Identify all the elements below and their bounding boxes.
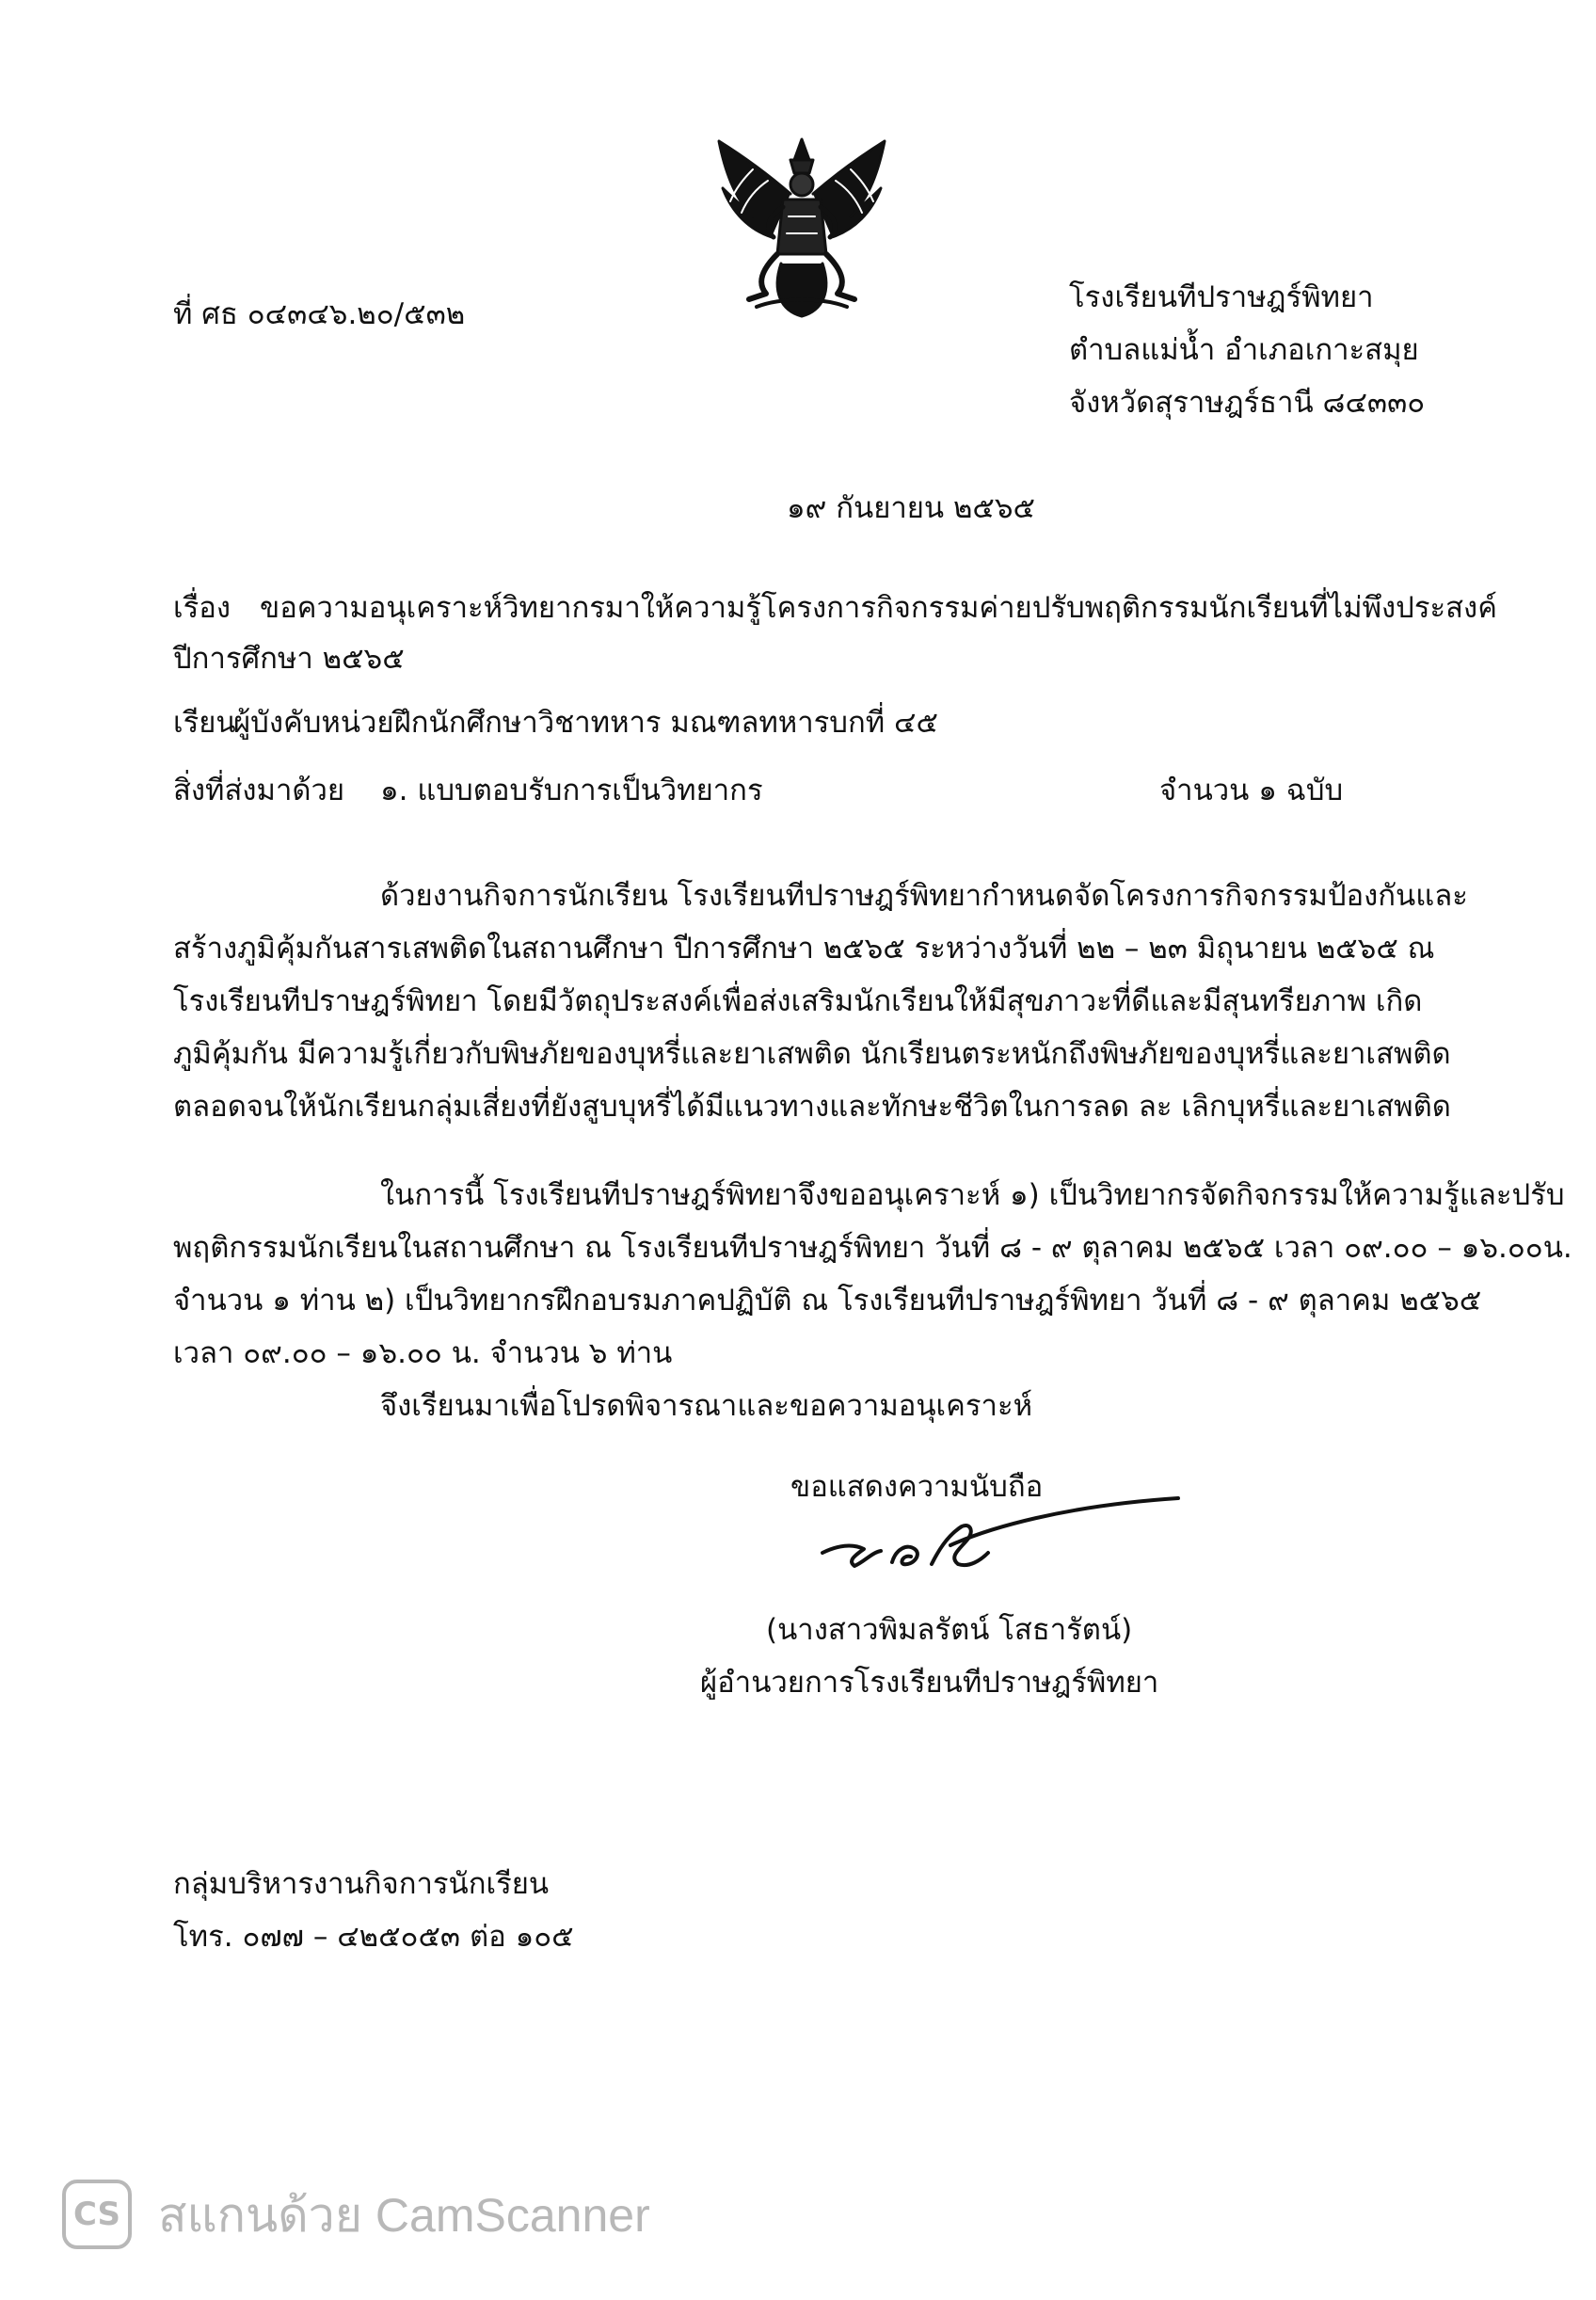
- school-address-line-3: จังหวัดสุราษฎร์ธานี ๘๔๓๓๐: [1069, 386, 1426, 420]
- closing-request: จึงเรียนมาเพื่อโปรดพิจารณาและขอความอนุเคราะห์: [380, 1389, 1033, 1423]
- paragraph-1-line-5: ตลอดจนให้นักเรียนกลุ่มเสี่ยงที่ยังสูบบุหรี่ได้มีแนวทางและทักษะชีวิตในการลด ละ เลิกบุหรี่และยาเสพติด: [173, 1090, 1451, 1124]
- subject-line-1: ขอความอนุเคราะห์วิทยากรมาให้ความรู้โครงการกิจกรรมค่ายปรับพฤติกรรมนักเรียนที่ไม่พึงประสงค์: [260, 591, 1497, 625]
- enclosure-quantity: จำนวน ๑ ฉบับ: [1159, 774, 1344, 807]
- department: กลุ่มบริหารงานกิจการนักเรียน: [173, 1867, 550, 1901]
- paragraph-1-line-4: ภูมิคุ้มกัน มีความรู้เกี่ยวกับพิษภัยของบุหรี่และยาเสพติด นักเรียนตระหนักถึงพิษภัยของบุหรี่และยาเสพติด: [173, 1037, 1451, 1071]
- school-address-line-1: โรงเรียนทีปราษฎร์พิทยา: [1069, 280, 1374, 314]
- salutation: ขอแสดงความนับถือ: [790, 1470, 1044, 1504]
- recipient-text: ผู้บังคับหน่วยฝึกนักศึกษาวิชาทหาร มณฑลทหารบกที่ ๔๕: [233, 706, 938, 740]
- garuda-emblem-icon: [715, 132, 888, 320]
- camscanner-watermark-text: สแกนด้วย CamScanner: [158, 2189, 650, 2242]
- subject-label: เรื่อง: [173, 591, 231, 625]
- document-date: ๑๙ กันยายน ๒๕๖๕: [787, 491, 1036, 525]
- paragraph-2-line-4: เวลา ๐๙.๐๐ – ๑๖.๐๐ น. จำนวน ๖ ท่าน: [173, 1336, 673, 1370]
- recipient-label: เรียน: [173, 706, 236, 740]
- camscanner-logo-icon: CS: [62, 2180, 132, 2249]
- subject-line-2: ปีการศึกษา ๒๕๖๕: [173, 642, 405, 676]
- phone: โทร. ๐๗๗ – ๔๒๕๐๕๓ ต่อ ๑๐๕: [173, 1920, 574, 1954]
- enclosure-label: สิ่งที่ส่งมาด้วย: [173, 774, 345, 807]
- paragraph-2-line-3: จำนวน ๑ ท่าน ๒) เป็นวิทยากรฝึกอบรมภาคปฏิบัติ ณ โรงเรียนทีปราษฎร์พิทยา วันที่ ๘ - ๙ ตุลาคม ๒๕๖๕: [173, 1284, 1482, 1318]
- signature-icon: [809, 1487, 1186, 1590]
- document-reference: ที่ ศธ ๐๔๓๔๖.๒๐/๕๓๒: [173, 297, 466, 331]
- paragraph-2-line-1: ในการนี้ โรงเรียนทีปราษฎร์พิทยาจึงขออนุเคราะห์ ๑) เป็นวิทยากรจัดกิจกรรมให้ความรู้และปรับ: [380, 1178, 1565, 1212]
- school-address-line-2: ตำบลแม่น้ำ อำเภอเกาะสมุย: [1069, 333, 1419, 367]
- paragraph-1-line-2: สร้างภูมิคุ้มกันสารเสพติดในสถานศึกษา ปีการศึกษา ๒๕๖๕ ระหว่างวันที่ ๒๒ – ๒๓ มิถุนายน ๒๕๖๕ ณ: [173, 932, 1435, 966]
- paragraph-2-line-2: พฤติกรรมนักเรียนในสถานศึกษา ณ โรงเรียนทีปราษฎร์พิทยา วันที่ ๘ - ๙ ตุลาคม ๒๕๖๕ เวลา ๐๙.๐๐ – ๑๖.๐๐น.: [173, 1231, 1572, 1265]
- signer-title: ผู้อำนวยการโรงเรียนทีปราษฎร์พิทยา: [700, 1666, 1159, 1700]
- paragraph-1-line-3: โรงเรียนทีปราษฎร์พิทยา โดยมีวัตถุประสงค์เพื่อส่งเสริมนักเรียนให้มีสุขภาวะที่ดีและมีสุนทรียภาพ เกิด: [173, 984, 1423, 1018]
- paragraph-1-line-1: ด้วยงานกิจการนักเรียน โรงเรียนทีปราษฎร์พิทยากำหนดจัดโครงการกิจกรรมป้องกันและ: [380, 879, 1468, 913]
- enclosure-item: ๑. แบบตอบรับการเป็นวิทยากร: [380, 774, 763, 807]
- signer-name: (นางสาวพิมลรัตน์ โสธารัตน์): [766, 1613, 1133, 1647]
